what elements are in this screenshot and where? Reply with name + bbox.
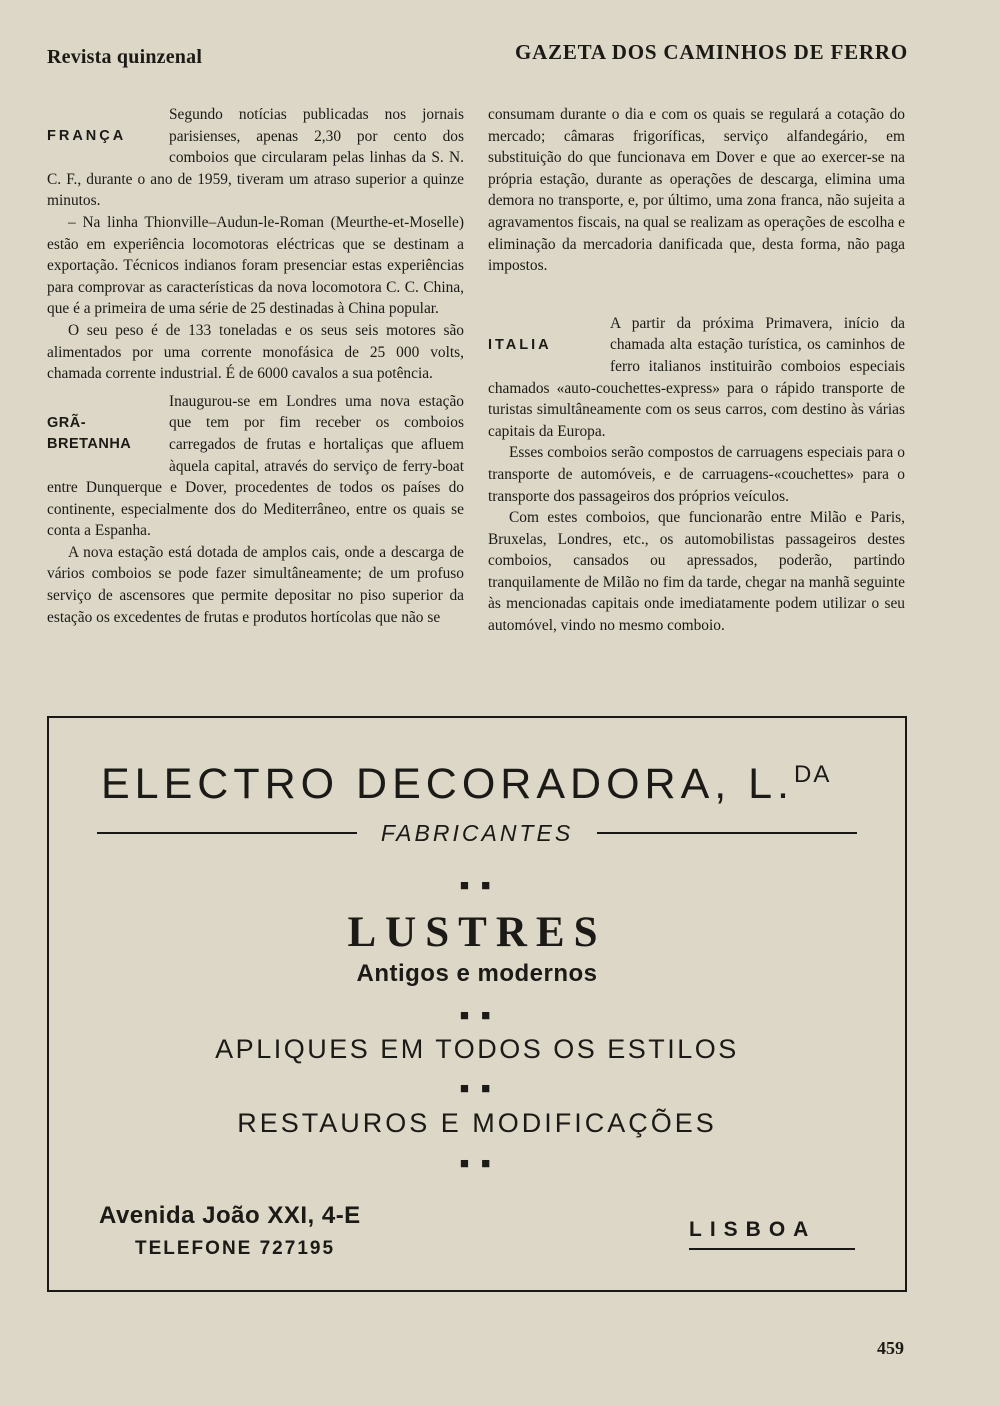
ad-subtitle-row <box>97 818 857 848</box>
franca-paragraph-2: – Na linha Thionville–Audun-le-Roman (Meurthe-et-Moselle) estão em experiência locomotoras eléctricas que se destinam a exportação. Técnicos indianos foram presenciar estas experiências para comprovar as características da nova locomotora C. C. China, que é a primeira de uma série de 25 destinadas à China popular. <box>47 213 464 318</box>
ad-rule-left <box>97 832 357 834</box>
italia-paragraph-3: Com estes comboios, que funcionarão entre Milão e Paris, Bruxelas, Londres, etc., os automobilistas passageiros destes comboios, cansados ou apressados, poderão, partindo tranquilamente de Milão no fim da tarde, chegar na manhã seguinte às mencionadas capitais onde imediatamente podem utilizar o seu automóvel, vindo no mesmo comboio. <box>488 509 905 635</box>
separator-dots: ■ ■ <box>459 1007 495 1024</box>
section-gra-bretanha <box>47 391 464 629</box>
separator-dots: ■ ■ <box>459 1080 495 1097</box>
section-label-franca: FRANÇA <box>47 128 127 144</box>
ad-line-apliques: APLIQUES EM TODOS OS ESTILOS <box>215 1034 739 1064</box>
ad-line-restauros: RESTAUROS E MODIFICAÇÕES <box>237 1108 717 1138</box>
section-franca <box>47 104 464 385</box>
gra-bretanha-paragraph-2: A nova estação está dotada de amplos cais, onde a descarga de vários comboios se pode fazer simultâneamente; de um profuso serviço de ascensores que permite depositar no piso superior da estação os excedentes de frutas e produtos hortícolas que não se <box>47 543 464 626</box>
ad-phone: TELEFONE 727195 <box>135 1238 336 1259</box>
running-header-left: Revista quinzenal <box>47 46 203 68</box>
ad-address: Avenida João XXI, 4-E <box>99 1202 361 1229</box>
ad-rule-right <box>597 832 857 834</box>
right-column <box>488 104 905 643</box>
franca-paragraph-1: FRANÇA Segundo notícias publicadas nos jornais parisienses, apenas 2,30 por cento dos comboios que circularam pelas linhas da S. N. C. F., durante o ano de 1959, tiveram um atraso superior a quinze minutos. <box>47 106 464 210</box>
running-header-right: GAZETA DOS CAMINHOS DE FERRO <box>514 40 908 64</box>
section-label-gra-bretanha: GRÃ-BRETANHA <box>47 414 132 453</box>
gra-bretanha-continuation: consumam durante o dia e com os quais se regulará a cotação do mercado; câmaras frigoríficas, serviço alfandegário, em substituição do que funcionava em Dover e que ao exercer-se na própria estação, durante as operações de descarga, elimina uma demora no transporte, e, por último, uma zona franca, não sujeita a agravamentos fiscais, na qual se realizam as operações de escolha e eliminação da mercadoria danificada que, desta forma, não paga impostos. <box>488 106 905 275</box>
italia-paragraph-1: ITALIA A partir da próxima Primavera, início da chamada alta estação turística, os caminhos de ferro italianos instituirão comboios especiais chamados «auto-couchettes-express» para o rápido transporte de turistas simultâneamente com os seus carros, com destino às várias capitais da Europa. <box>488 314 905 440</box>
ad-product: LUSTRES <box>347 909 607 956</box>
ad-subtitle: FABRICANTES <box>380 819 574 846</box>
italia-paragraph-2: Esses comboios serão compostos de carruagens especiais para o transporte de automóveis, e de carruagens-«couchettes» para o transporte dos passageiros dos próprios veículos. <box>488 444 905 505</box>
page-number: 459 <box>877 1338 904 1358</box>
section-italia <box>488 313 905 637</box>
ad-product-subtitle: Antigos e modernos <box>356 960 598 987</box>
franca-paragraph-3: O seu peso é de 133 toneladas e os seus seis motores são alimentados por uma corrente monofásica de 25 000 volts, chamada corrente industrial. É de 6000 cavalos a sua potência. <box>47 321 464 383</box>
separator-dots: ■ ■ <box>459 1155 495 1172</box>
advertisement-box <box>47 716 907 1292</box>
ad-city-underline <box>689 1248 855 1250</box>
gra-bretanha-paragraph-1: GRÃ-BRETANHA Inaugurou-se em Londres uma nova estação que tem por fim receber os comboios carregados de frutas e hortaliças que afluem àquela capital, através do serviço de ferry-boat entre Dunquerque e Dover, procedentes de todos os países do continente, especialmente dos do Mediterrâneo, entre os quais se conta a Espanha. <box>47 392 464 540</box>
ad-company-suffix: DA <box>794 761 832 788</box>
section-label-italia: ITALIA <box>488 336 552 353</box>
left-column <box>47 104 464 634</box>
ad-company-name: ELECTRO DECORADORA, L.$^{DA}$ <box>101 760 832 808</box>
ad-city: LISBOA <box>689 1218 817 1241</box>
separator-dots: ■ ■ <box>459 877 495 894</box>
